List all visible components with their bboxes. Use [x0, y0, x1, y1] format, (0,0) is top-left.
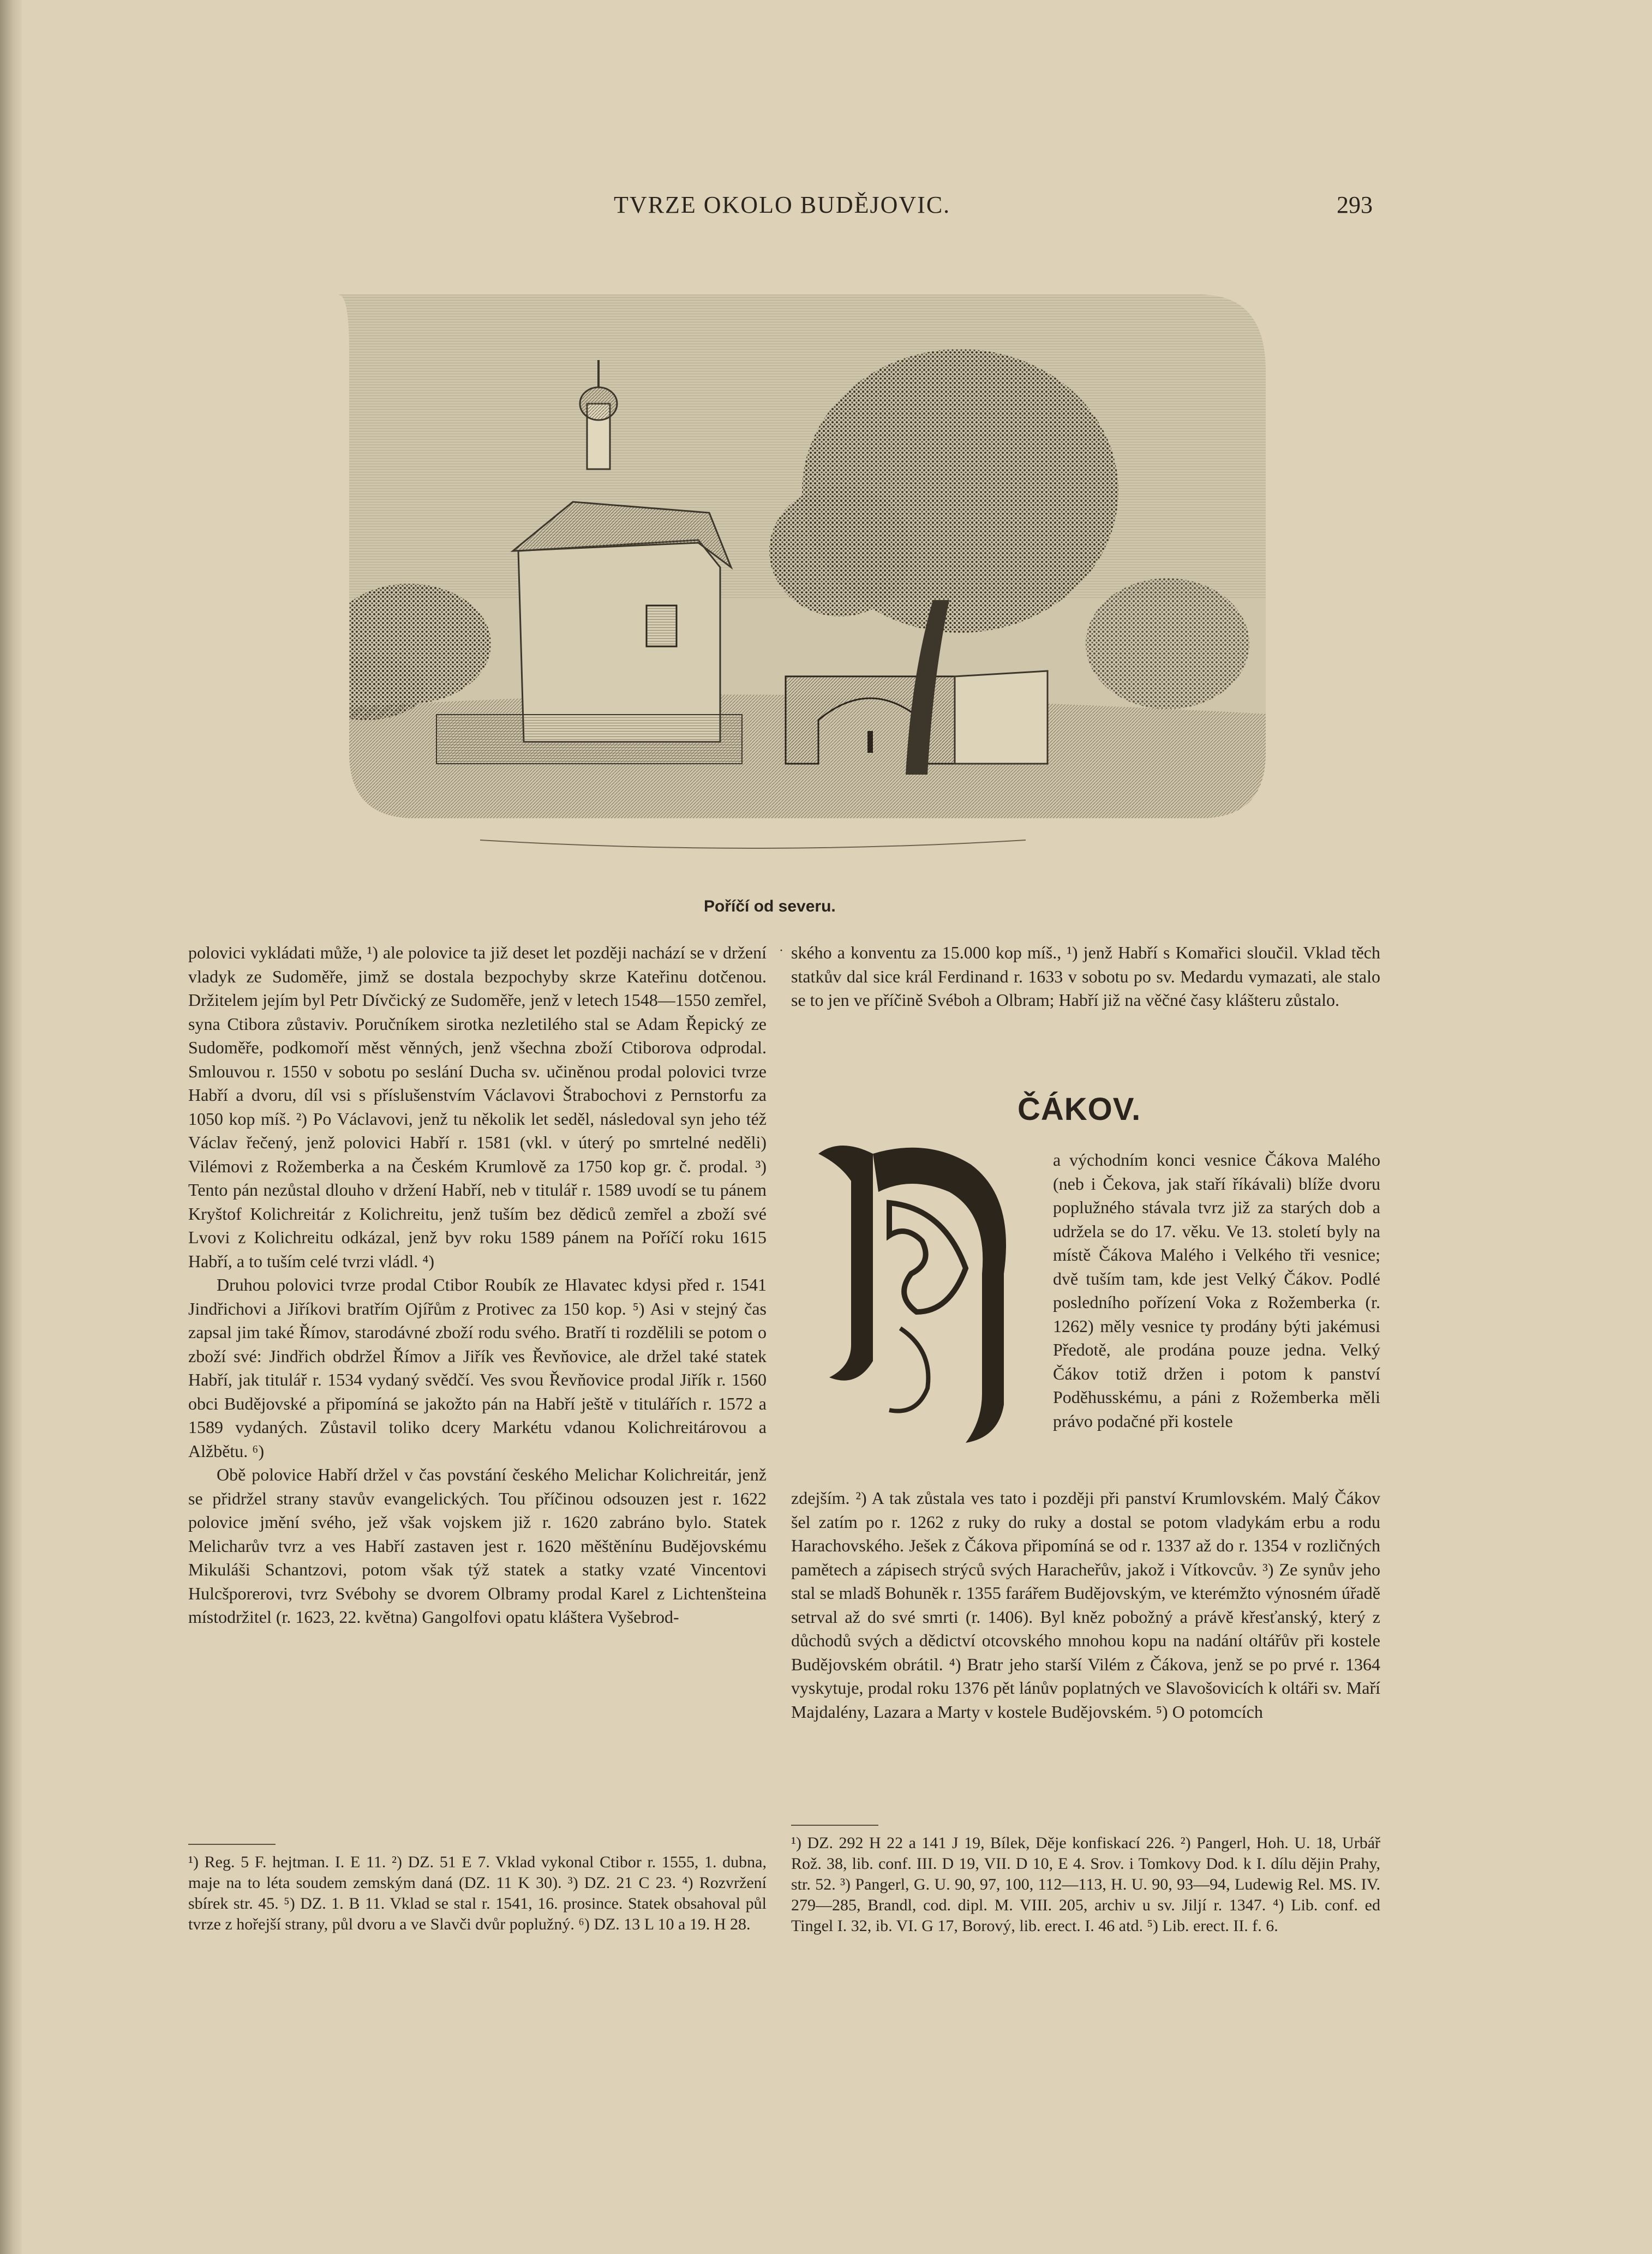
right-footnote-rule	[791, 1825, 878, 1826]
right-column-rest	[791, 1486, 1380, 1724]
left-footnotes: ¹) Reg. 5 F. hejtman. I. E 11. ²) DZ. 51 E 7. Vklad vykonal Ctibor r. 1555, 1. dubna, maje na to léta soudem zemským daná (DZ. 11 K 30). ³) DZ. 21 C 23. ⁴) Rozvržení sbírek str. 45. ⁵) DZ. 1. B 11. Vklad se stal r. 1541, 16. prosince. Statek obsahoval půl tvrze z hořejší strany, půl dvoru a ve Slavči dvůr poplužný. ⁶) DZ. 13 L 10 a 19. H 28.	[188, 1853, 767, 1933]
left-column	[188, 941, 767, 1629]
right-column-continuation	[791, 941, 1380, 1012]
right-paragraph-initial: a východním konci vesnice Čákova Malého (neb i Čekova, jak staří říkávali) blíže dvoru poplužného stávala tvrz již za starých dob a udržela se do 17. věku. Ve 13. století byly na místě Čákova Malého i Velkého tři vesnice; dvě tuším tam, kde jest Velký Čákov. Podlé posledního pořízení Voka z Rožemberka (r. 1262) měly vesnice ty prodány býti jakémusi Předotě, ale prodána pouze jedna. Velký Čákov totiž držen i potom k panství Poděhusskému, a páni z Rožemberka měli právo podačné při kostele	[1053, 1150, 1380, 1431]
right-paragraph-rest: zdejším. ²) A tak zůstala ves tato i později při panství Krumlovském. Malý Čákov šel zatím po r. 1262 z ruky do ruky a dostal se potom vladykám erbu a rodu Harachovského. Ješek z Čákova připomíná se od r. 1337 až do r. 1354 v rozličných pamětech a zápisech strýců svých Haracheřův, jakož i Vítkovcův. ³) Ze synův jeho stal se mladš Bohuněk r. 1355 farářem Budějovským, ve kterémžto výnosném úřadě setrval až do své smrti (r. 1406). Byl kněz pobožný a právě křesťanský, který z důchodů svých a dědictví otcovského mnohou kopu na nadání oltářův při kostele Budějovském obrátil. ⁴) Bratr jeho starší Vilém z Čákova, jenž se po prvé r. 1364 vyskytuje, prodal roku 1376 pět lánův poplatných ve Slavošovicích k oltáři sv. Maří Majdalény, Lazara a Marty v kostele Budějovském. ⁵) O potomcích	[791, 1488, 1380, 1722]
book-binding-edge	[0, 0, 22, 2254]
left-paragraph-3: Obě polovice Habří držel v čas povstání českého Melichar Kolichreitár, jenž se přidržel strany stavův evangelických. Tou příčinou odsouzen jest r. 1622 polovice jmění svého, jež však vojskem již r. 1620 zabráno bylo. Statek Melicharův tvrz a ves Habří zastaven jest r. 1620 měštěnínu Budějovskému Mikuláši Schantzovi, potom však týž statek a statky vzaté Vincentovi Hulcšporerovi, tvrz Svébohy se dvorem Olbramy prodal Karel z Lichtenšteina místodržitel (r. 1623, 22. května) Gangolfovi opatu kláštera Vyšebrod-	[188, 1465, 767, 1627]
column-separator: ·	[779, 944, 783, 958]
illustration-caption: Poříčí od severu.	[704, 897, 836, 915]
section-heading: ČÁKOV.	[1017, 1092, 1141, 1127]
engraving-illustration	[316, 295, 1277, 884]
left-footnote-rule	[188, 1844, 276, 1845]
decorative-initial-n-icon	[807, 1132, 1048, 1448]
page-number: 293	[1337, 191, 1373, 218]
running-title: TVRZE OKOLO BUDĚJOVIC.	[614, 191, 951, 218]
right-footnotes: ¹) DZ. 292 H 22 a 141 J 19, Bílek, Děje konfiskací 226. ²) Pangerl, Hoh. U. 18, Urbář Rož. 38, lib. conf. III. D 19, VII. D 10, E 4. Srov. i Tomkovy Dod. k I. dílu dějin Prahy, str. 52. ³) Pangerl, G. U. 90, 97, 100, 112—113, H. U. 90, 93—94, Ludewig Rel. MS. IV. 279—285, Brandl, cod. dipl. M. VIII. 205, archiv u sv. Jiljí r. 1347. ⁴) Lib. conf. ed Tingel I. 32, ib. VI. G 17, Borový, lib. erect. I. 46 atd. ⁵) Lib. erect. II. f. 6.	[791, 1834, 1380, 1935]
right-column-initial-block	[1053, 1148, 1380, 1433]
right-paragraph-continued: ského a konventu za 15.000 kop míš., ¹) jenž Habří s Komařici sloučil. Vklad těch statkův dal sice král Ferdinand r. 1633 v sobotu po sv. Medardu vymazati, ale stalo se to jen ve příčině Svéboh a Olbram; Habří již na věčné časy klášteru zůstalo.	[791, 943, 1380, 1010]
left-paragraph-2: Druhou polovici tvrze prodal Ctibor Roubík ze Hlavatec kdysi před r. 1541 Jindřichovi a Jiříkovi bratřím Ojířům z Protivec za 150 kop. ⁵) Asi v stejný čas zapsal jim také Římov, starodávné zboží rodu svého. Bratří ti rozdělili se potom o zboží své: Jindřich obdržel Římov a Jiřík ves Řevňovice, ale držel také statek Habří, jak titulář r. 1534 vydaný svědčí. Ves svou Řevňovice prodal Jiřík r. 1560 obci Budějovské a připomíná se jakožto pán na Habří ještě v titulářích r. 1572 a 1589 vydaných. Zůstavil toliko dcery Markétu vdanou Kolichreitárovou a Alžbětu. ⁶)	[188, 1275, 767, 1461]
left-paragraph-1: polovici vykládati může, ¹) ale polovice ta již deset let později nachází se v držení vladyk ze Sudoměře, jimž se dostala bezpochyby skrze Kateřinu dotčenou. Držitelem jejím byl Petr Dívčický ze Sudoměře, jenž v letech 1548—1550 zemřel, syna Ctibora zůstaviv. Poručníkem sirotka nezletilého stal se Adam Řepický ze Sudoměře, podkomoří měst věnných, jenž všechna zboží Ctiborova odprodal. Smlouvou r. 1550 v sobotu po seslání Ducha sv. učiněnou prodal polovici tvrze Habří a dvoru, díl vsi s příslušenstvím Václavovi Štrabochovi z Pernstorfu za 1050 kop míš. ²) Po Václavovi, jenž tu několik let seděl, následoval syn jeho též Václav řečený, jenž polovici Habří r. 1581 (vkl. v úterý po smrtelné neděli) Vilémovi z Rožemberka a na Českém Krumlově za 1750 kop gr. č. prodal. ³) Tento pán nezůstal dlouho v držení Habří, neb v titulář r. 1589 uvodí se tu pánem Kryštof Kolichreitár z Kolichreitu, jenž tuším bez dědiců zemřel a zboží své Lvovi z Kolichreitu odkázal, jenž byv roku 1589 pánem na Poříčí roku 1615 Habří, a to tuším celé tvrzi vládl. ⁴)	[188, 943, 767, 1271]
